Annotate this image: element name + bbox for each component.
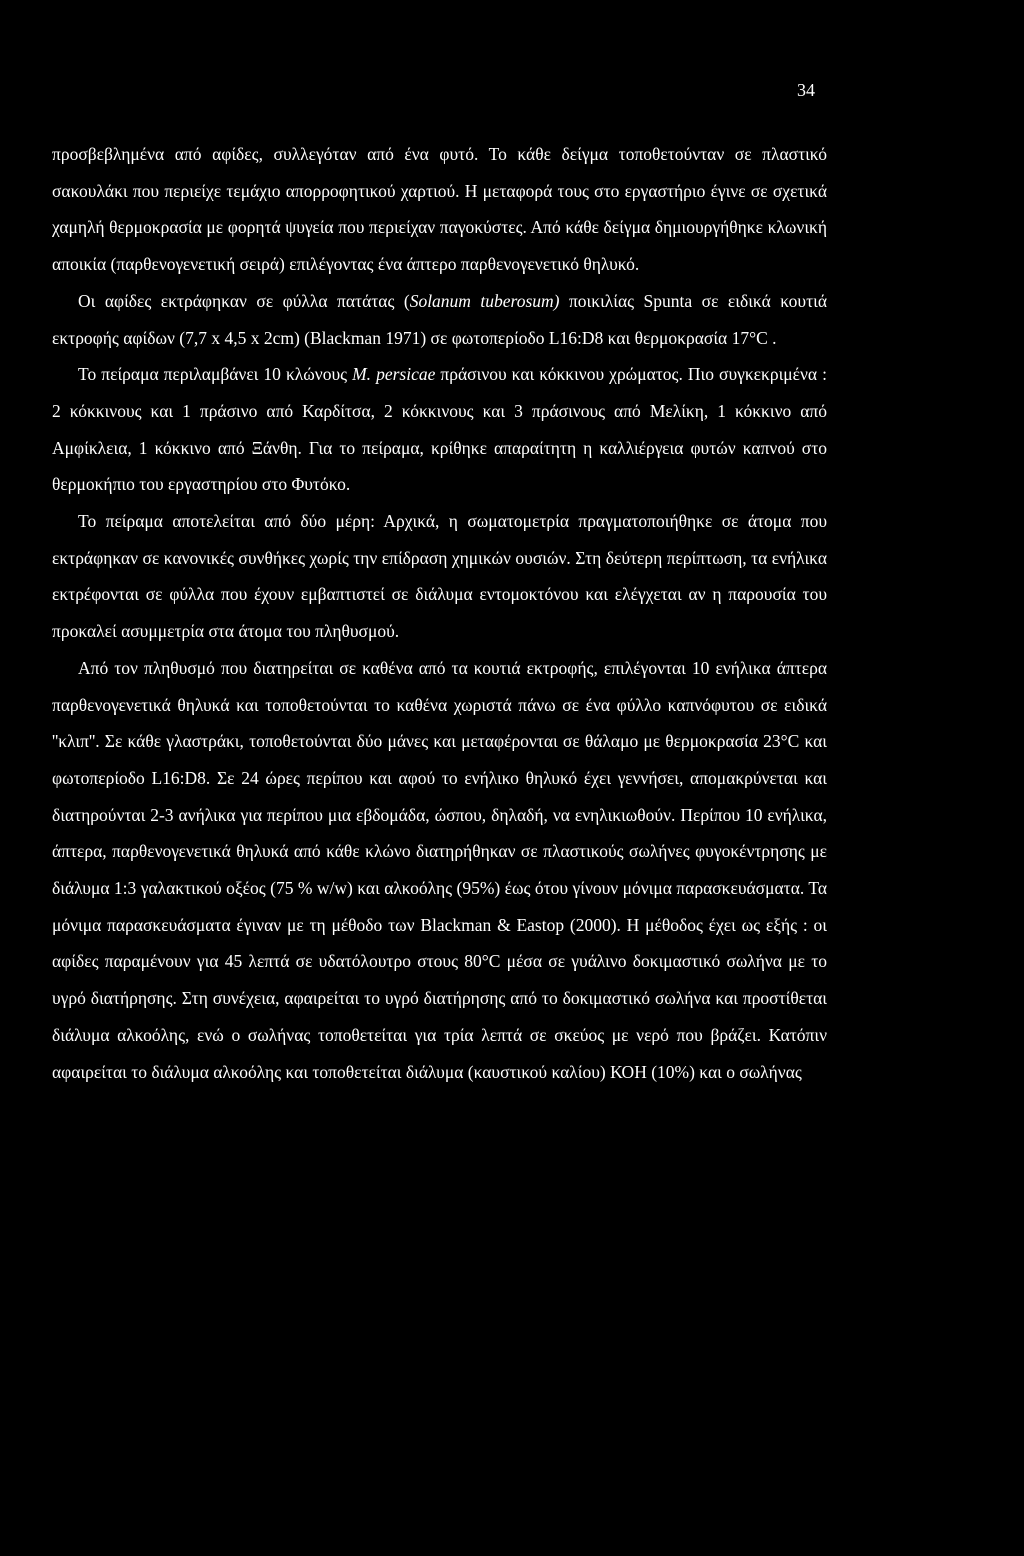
text-segment: ποικιλίας Spunta σε ειδικά κουτιά εκτροφής αφίδων (7,7 x 4,5 x 2cm) (Blackman 1971) σε φωτοπερίοδο L16:D8 και θερμοκρασία 17°C . xyxy=(52,290,827,348)
italic-term: M. persicae xyxy=(352,364,436,385)
text-segment: πράσινου και κόκκινου χρώματος. Πιο συγκεκριμένα : 2 κόκκινους και 1 πράσινο από Καρδίτσα, 2 κόκκινους και 3 πράσινους από Μελίκη, 1 κόκκινο από Αμφίκλεια, 1 κόκκινο από Ξάνθη. Για το πείραμα, κρίθηκε απαραίτητη η καλλιέργεια φυτών καπνού στο θερμοκήπιο του εργαστηρίου στο Φυτόκο. xyxy=(52,364,827,495)
text-segment: Από τον πληθυσμό που διατηρείται σε καθένα από τα κουτιά εκτροφής, επιλέγονται 10 ενήλικα άπτερα παρθενογενετικά θηλυκά και τοποθετούνται το καθένα χωριστά πάνω σε ένα φύλλο καπνόφυτου σε ειδικά ''κλιπ''. Σε κάθε γλαστράκι, τοποθετούνται δύο μάνες και μεταφέρονται σε θάλαμο με θερμοκρασία 23°C και φωτοπερίοδο L16:D8. Σε 24 ώρες περίπου και αφού το ενήλικο θηλυκό έχει γεννήσει, απομακρύνεται και διατηρούνται 2-3 ανήλικα για περίπου μια εβδομάδα, ώσπου, δηλαδή, να ενηλικιωθούν. Περίπου 10 ενήλικα, άπτερα, παρθενογενετικά θηλυκά από κάθε κλώνο διατηρήθηκαν σε πλαστικούς σωλήνες φυγοκέντρησης με διάλυμα 1:3 γαλακτικού οξέος (75 % w/w) και αλκοόλης (95%) έως ότου γίνουν μόνιμα παρασκευάσματα. Τα μόνιμα παρασκευάσματα έγιναν με τη μέθοδο των Blackman & Eastop (2000). Η μέθοδος έχει ως εξής : οι αφίδες παραμένουν για 45 λεπτά σε υδατόλουτρο στους 80°C μέσα σε γυάλινο δοκιμαστικό σωλήνα με το υγρό διατήρησης. Στη συνέχεια, αφαιρείται το υγρό διατήρησης από το δοκιμαστικό σωλήνα και προστίθεται διάλυμα αλκοόλης, ενώ ο σωλήνας τοποθετείται για τρία λεπτά σε σκεύος με νερό που βράζει. Κατόπιν αφαιρείται το διάλυμα αλκοόλης και τοποθετείται διάλυμα (καυστικού καλίου) ΚΟΗ (10%) και ο σωλήνας xyxy=(52,657,827,1082)
paragraph-p1 xyxy=(52,136,827,283)
italic-term: Solanum tuberosum) xyxy=(409,290,560,311)
text-segment: Οι αφίδες εκτράφηκαν σε φύλλα πατάτας ( xyxy=(78,290,410,311)
page-number: 34 xyxy=(797,80,815,100)
body-text xyxy=(52,136,827,1090)
paragraph-p2 xyxy=(52,283,827,356)
text-segment: Το πείραμα αποτελείται από δύο μέρη: Αρχικά, η σωματομετρία πραγματοποιήθηκε σε άτομα που εκτράφηκαν σε κανονικές συνθήκες χωρίς την επίδραση χημικών ουσιών. Στη δεύτερη περίπτωση, τα ενήλικα εκτρέφονται σε φύλλα που έχουν εμβαπτιστεί σε διάλυμα εντομοκτόνου και ελέγχεται αν η παρουσία του προκαλεί ασυμμετρία στα άτομα του πληθυσμού. xyxy=(52,511,827,642)
paragraph-p5 xyxy=(52,650,827,1090)
text-segment: προσβεβλημένα από αφίδες, συλλεγόταν από ένα φυτό. Το κάθε δείγμα τοποθετούνταν σε πλαστικό σακουλάκι που περιείχε τεμάχιο απορροφητικού χαρτιού. Η μεταφορά τους στο εργαστήριο έγινε σε σχετικά χαμηλή θερμοκρασία με φορητά ψυγεία που περιείχαν παγοκύστες. Από κάθε δείγμα δημιουργήθηκε κλωνική αποικία (παρθενογενετική σειρά) επιλέγοντας ένα άπτερο παρθενογενετικό θηλυκό. xyxy=(52,144,827,275)
paragraph-p4 xyxy=(52,503,827,650)
paragraph-p3 xyxy=(52,356,827,503)
text-segment: Το πείραμα περιλαμβάνει 10 κλώνους xyxy=(78,364,353,385)
